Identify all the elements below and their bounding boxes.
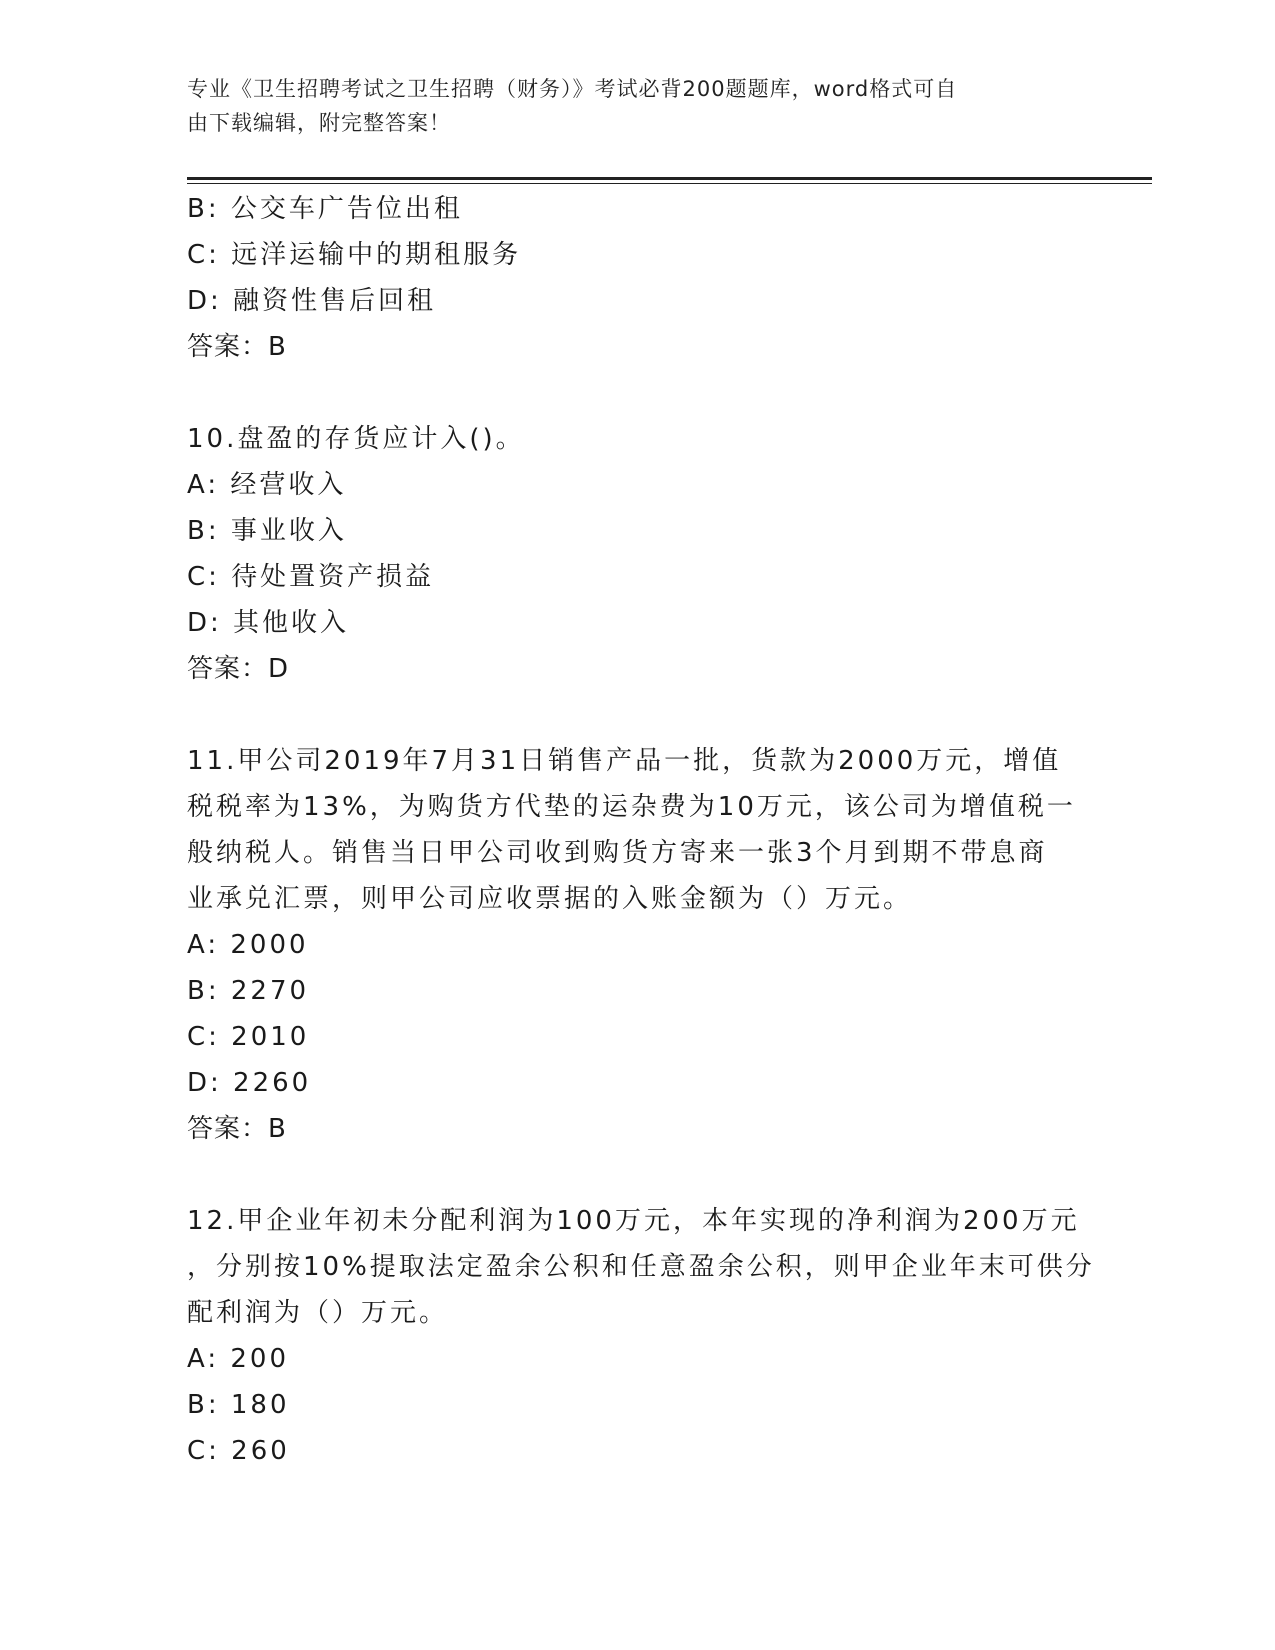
option-d: D: 2260 bbox=[187, 1068, 312, 1098]
option-b: B: 公交车广告位出租 bbox=[187, 194, 463, 224]
header-rule-thick bbox=[187, 177, 1152, 180]
option-a: A: 经营收入 bbox=[187, 470, 347, 500]
header-line-1: 专业《卫生招聘考试之卫生招聘（财务）》考试必背200题题库，word格式可自 bbox=[187, 77, 958, 101]
header-rule-thin bbox=[187, 183, 1152, 184]
spacer bbox=[187, 370, 1087, 416]
answer-line: 答案：D bbox=[187, 654, 290, 684]
question-10 bbox=[187, 416, 1087, 692]
spacer bbox=[187, 1152, 1087, 1198]
question-stem-line-2: 税税率为13%，为购货方代垫的运杂费为10万元，该公司为增值税一 bbox=[187, 792, 1076, 822]
question-stem-line-2: ，分别按10%提取法定盈余公积和任意盈余公积，则甲企业年末可供分 bbox=[187, 1252, 1095, 1282]
option-c: C: 待处置资产损益 bbox=[187, 562, 435, 592]
document-header bbox=[187, 72, 1067, 140]
question-9-tail bbox=[187, 186, 1087, 370]
option-d: D: 融资性售后回租 bbox=[187, 286, 437, 316]
question-stem-line-3: 般纳税人。销售当日甲公司收到购货方寄来一张3个月到期不带息商 bbox=[187, 838, 1048, 868]
option-c: C: 远洋运输中的期租服务 bbox=[187, 240, 522, 270]
answer-line: 答案：B bbox=[187, 332, 287, 362]
spacer bbox=[187, 692, 1087, 738]
option-d: D: 其他收入 bbox=[187, 608, 350, 638]
question-11 bbox=[187, 738, 1087, 1152]
question-stem-line-4: 业承兑汇票，则甲公司应收票据的入账金额为（）万元。 bbox=[187, 884, 913, 914]
option-c: C: 260 bbox=[187, 1436, 290, 1466]
option-c: C: 2010 bbox=[187, 1022, 310, 1052]
question-stem-line-3: 配利润为（）万元。 bbox=[187, 1298, 449, 1328]
question-stem-line-1: 11.甲公司2019年7月31日销售产品一批，货款为2000万元，增值 bbox=[187, 746, 1062, 776]
option-a: A: 200 bbox=[187, 1344, 289, 1374]
question-stem-line-1: 12.甲企业年初未分配利润为100万元，本年实现的净利润为200万元 bbox=[187, 1206, 1080, 1236]
answer-line: 答案：B bbox=[187, 1114, 287, 1144]
question-12 bbox=[187, 1198, 1095, 1474]
header-line-2: 由下载编辑，附完整答案！ bbox=[187, 111, 451, 135]
question-stem: 10.盘盈的存货应计入()。 bbox=[187, 424, 525, 454]
option-b: B: 事业收入 bbox=[187, 516, 347, 546]
question-list bbox=[187, 186, 1095, 1474]
option-a: A: 2000 bbox=[187, 930, 309, 960]
option-b: B: 180 bbox=[187, 1390, 290, 1420]
option-b: B: 2270 bbox=[187, 976, 310, 1006]
